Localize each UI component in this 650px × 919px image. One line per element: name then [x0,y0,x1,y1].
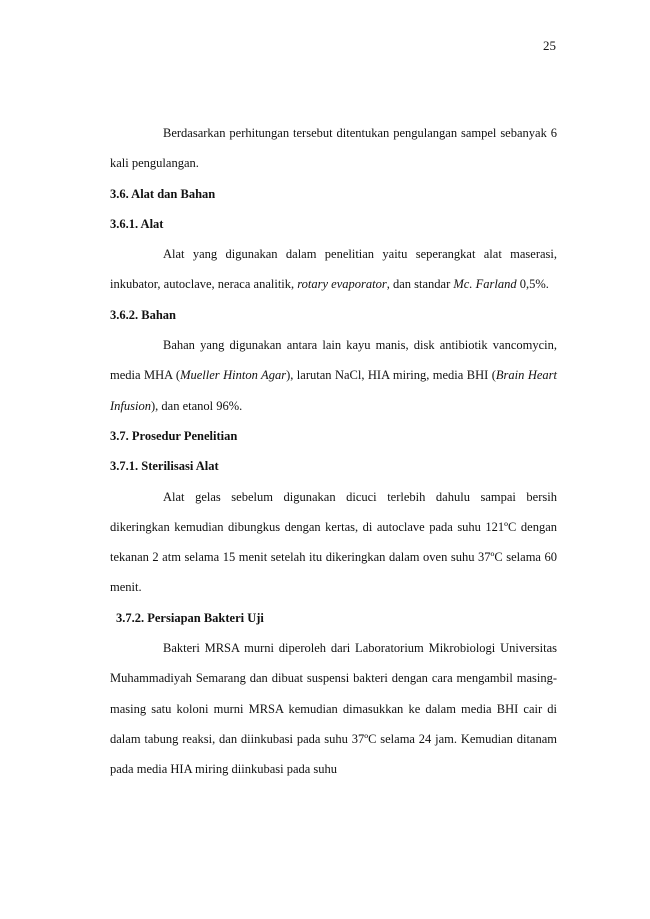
heading-3-6-1: 3.6.1. Alat [110,216,164,231]
italic-term: Brain Heart Infusion [110,368,558,413]
document-body [110,118,557,785]
paragraph-bahan [110,330,557,421]
heading-3-6-2: 3.6.2. Bahan [110,307,176,322]
paragraph-alat [110,239,557,300]
paragraph-sample-repetition: Berdasarkan perhitungan tersebut ditentukan pengulangan sampel sebanyak 6 kali pengulangan. [110,126,557,171]
paragraph-sterilisasi: Alat gelas sebelum digunakan dicuci terlebih dahulu sampai bersih dikeringkan kemudian dibungkus dengan kertas, di autoclave pada suhu 121ºC dengan tekanan 2 atm selama 15 menit setelah itu dikeringkan dalam oven suhu 37ºC selama 60 menit. [110,489,557,595]
italic-term: rotary evaporator [297,277,387,292]
text-run: Alat yang digunakan dalam penelitian yaitu seperangkat alat maserasi, inkubator, autoclave, neraca analitik, [110,247,557,292]
text-run: Bahan yang digunakan antara lain kayu manis, disk antibiotik vancomycin, media MHA ( [110,338,557,383]
italic-term: Mc. Farland [453,277,517,292]
heading-3-7: 3.7. Prosedur Penelitian [110,428,238,443]
heading-3-7-1: 3.7.1. Sterilisasi Alat [110,459,219,474]
paragraph-bakteri: Bakteri MRSA murni diperoleh dari Laboratorium Mikrobiologi Universitas Muhammadiyah Semarang dan dibuat suspensi bakteri dengan cara mengambil masing-masing satu koloni murni MRSA kemudian dimasukkan ke dalam media BHI cair di dalam tabung reaksi, dan diinkubasi pada suhu 37ºC selama 24 jam. Kemudian ditanam pada media HIA miring diinkubasi pada suhu [110,641,557,777]
text-run: 0,5%. [516,277,549,292]
heading-3-7-2: 3.7.2. Persiapan Bakteri Uji [116,610,264,625]
text-run: ), larutan NaCl, HIA miring, media BHI ( [286,368,496,383]
page-number: 25 [543,38,556,53]
text-run: ), dan etanol 96%. [150,398,243,413]
heading-3-6: 3.6. Alat dan Bahan [110,186,216,201]
text-run: , dan standar [386,277,454,292]
italic-term: Mueller Hinton Agar [180,368,287,383]
